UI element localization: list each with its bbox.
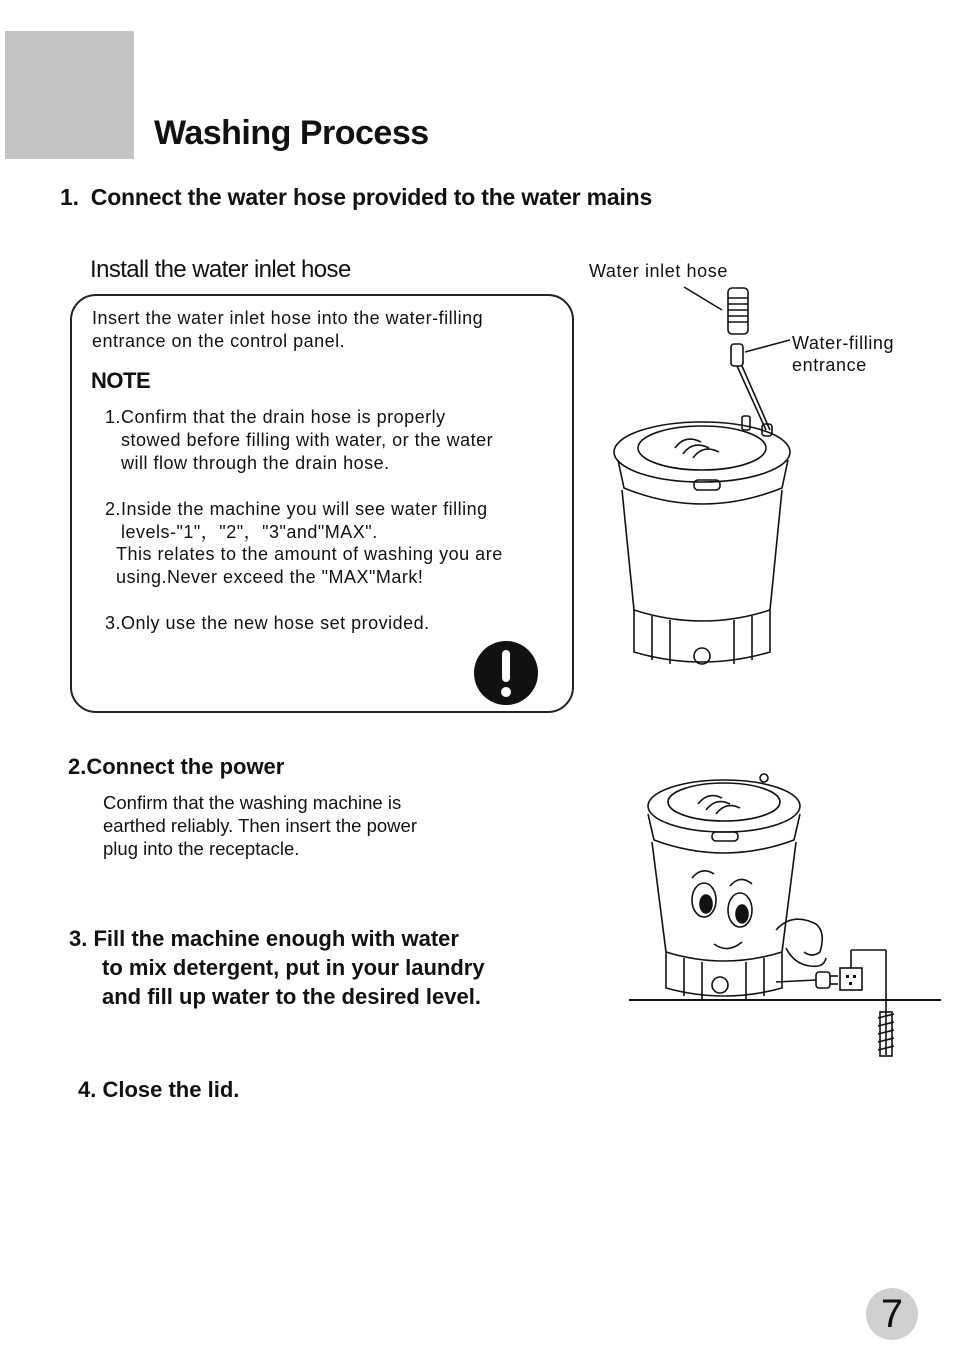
note1-line-1: 1.Confirm that the drain hose is properly <box>105 407 446 427</box>
step2-body <box>103 791 417 860</box>
note-label: NOTE <box>91 368 151 393</box>
intro-line-2: entrance on the control panel. <box>92 331 346 351</box>
step1-subheading: Install the water inlet hose <box>90 256 351 283</box>
step2-body-line-3: plug into the receptacle. <box>103 838 300 859</box>
step3-heading <box>69 924 485 1011</box>
step3-line-2: to mix detergent, put in your laundry <box>102 955 485 980</box>
intro-line-1: Insert the water inlet hose into the water-filling <box>92 308 484 328</box>
step2-heading: 2.Connect the power <box>68 754 285 779</box>
washer-power-plug-illustration <box>626 770 946 1065</box>
note2-line-2: levels-"1"，"2"，"3"and"MAX". <box>121 522 378 542</box>
note1-line-2: stowed before filling with water, or the water <box>121 430 494 450</box>
step3-line-3: and fill up water to the desired level. <box>102 984 481 1009</box>
step2-body-line-1: Confirm that the washing machine is <box>103 792 402 813</box>
label-water-filling-1: Water-filling <box>792 333 895 353</box>
page-number-badge: 7 <box>866 1288 918 1340</box>
note2-line-4: using.Never exceed the "MAX"Mark! <box>116 567 424 587</box>
step2-body-line-2: earthed reliably. Then insert the power <box>103 815 417 836</box>
warning-exclamation-icon <box>474 641 538 705</box>
note2-line-3: This relates to the amount of washing you are <box>116 544 503 564</box>
label-water-inlet-hose: Water inlet hose <box>589 261 728 281</box>
corner-grey-block <box>5 31 134 159</box>
step3-line-1: 3. Fill the machine enough with water <box>69 926 459 951</box>
step4-heading: 4. Close the lid. <box>78 1077 240 1102</box>
page-title: Washing Process <box>154 114 429 152</box>
note2-line-1: 2.Inside the machine you will see water filling <box>105 499 488 519</box>
step1-heading-text: Connect the water hose provided to the water mains <box>90 184 653 210</box>
note1-line-3: will flow through the drain hose. <box>121 453 390 473</box>
washer-hose-illustration <box>600 280 820 680</box>
step1-heading <box>60 184 652 211</box>
step1-number: 1. <box>60 184 79 210</box>
label-water-filling-2: entrance <box>792 355 867 375</box>
note3-line: 3.Only use the new hose set provided. <box>105 613 430 633</box>
